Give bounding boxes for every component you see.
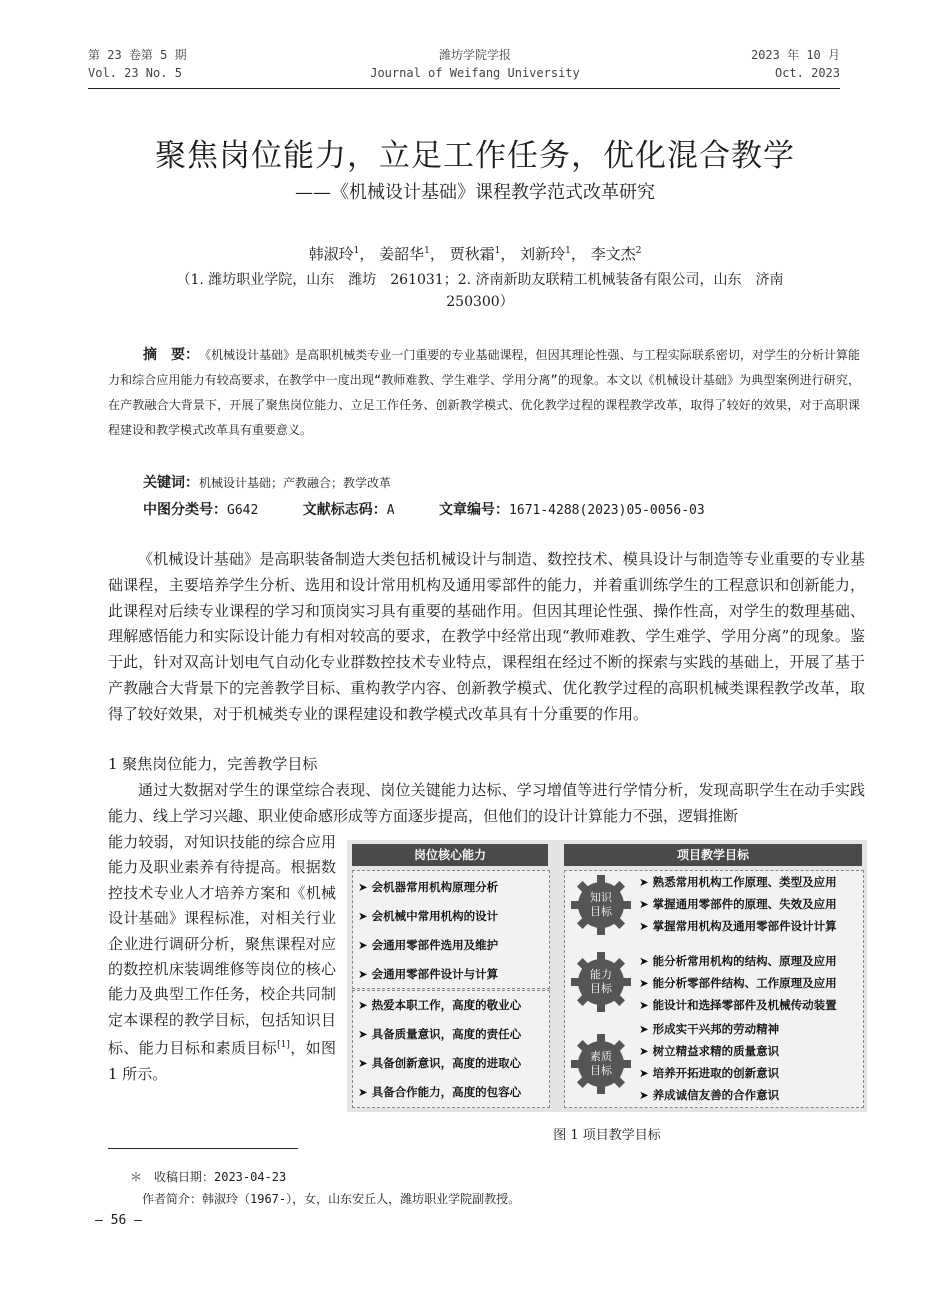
goal-item: ➤ 形成实干兴邦的劳动精神: [639, 1022, 780, 1036]
page-number: — 56 —: [95, 1213, 142, 1228]
header-rule: [88, 88, 840, 89]
issue-date-en: Oct. 2023: [774, 66, 840, 80]
footnotes: [130, 1166, 520, 1210]
doc-code-value: A: [386, 503, 395, 518]
paper-title: 聚焦岗位能力，立足工作任务，优化混合教学: [155, 138, 795, 174]
quality-item: ➤ 具备合作能力，高度的包容心: [358, 1085, 522, 1099]
paper-subtitle: ——《机械设计基础》课程教学范式改革研究: [295, 182, 655, 203]
quality-item: ➤ 具备质量意识，高度的责任心: [358, 1027, 522, 1041]
gear-label: 知识 目标: [590, 891, 612, 918]
keywords: [143, 472, 863, 492]
footnote-received: ＊ 收稿日期：2023-04-23: [130, 1170, 287, 1184]
arrow-icon: ➤: [639, 954, 649, 968]
author-list: 韩淑玲$^1$， 姜韶华$^1$， 贾秋霜$^1$， 刘新玲$^1$， 李文杰$^2$: [308, 245, 642, 263]
goal-item: ➤ 培养开拓进取的创新意识: [639, 1066, 780, 1080]
keywords-label: 关键词：: [143, 475, 199, 491]
quality-item: ➤ 热爱本职工作，高度的敬业心: [358, 998, 522, 1012]
goal-item: ➤ 能分析常用机构的结构、原理及应用: [639, 954, 837, 968]
doc-code-label: 文献标志码：: [302, 502, 387, 518]
arrow-icon: ➤: [639, 919, 649, 933]
clc-label: 中图分类号：: [143, 502, 227, 518]
author-name: 韩淑玲: [308, 245, 354, 263]
issue-date: 2023 年 10 月: [750, 48, 840, 62]
goal-item: ➤ 养成诚信友善的合作意识: [639, 1088, 780, 1102]
core-abilities-header: 岗位核心能力: [352, 844, 548, 866]
paragraph-tail: ，如图 1 所示。: [108, 1039, 336, 1083]
quality-item: ➤ 具备创新意识，高度的进取心: [358, 1056, 522, 1070]
abstract-label: 摘 要：: [143, 347, 200, 363]
core-ability-item: ➤ 会通用零部件设计与计算: [358, 967, 499, 981]
citation: [1]: [277, 1040, 290, 1051]
section-paragraph: 通过大数据对学生的课堂综合表现、岗位关键能力达标、学习增值等进行学情分析，发现高职学生在动手实践能力、线上学习兴趣、职业使命感形成等方面逐步提高，但他们的设计计算能力不强，逻辑推断: [108, 781, 865, 825]
intro-section: [108, 547, 865, 728]
journal-issue: 第 23 卷第 5 期: [88, 48, 187, 62]
arrow-icon: ➤: [639, 897, 649, 911]
author-affil-mark: 2: [635, 246, 642, 256]
core-ability-item: ➤ 会机械中常用机构的设计: [358, 909, 499, 923]
footnote-author-bio: 作者简介：韩淑玲（1967-），女，山东安丘人，潍坊职业学院副教授。: [130, 1192, 521, 1206]
gear-label: 素质 目标: [590, 1050, 612, 1077]
affiliation-line: 250300）: [446, 294, 514, 310]
article-no-value: 1671-4288(2023)05-0056-03: [509, 503, 705, 518]
arrow-icon: ➤: [639, 976, 649, 990]
arrow-icon: ➤: [358, 909, 368, 923]
arrow-icon: ➤: [358, 998, 368, 1012]
goal-item: ➤ 掌握常用机构及通用零部件设计计算: [639, 919, 837, 933]
journal-name: 潍坊学院学报: [438, 48, 511, 62]
paragraph-text: 能力较弱，对知识技能的综合应用能力及职业素养有待提高。根据数控技术专业人才培养方案和《机械设计基础》课程标准，对相关行业企业进行调研分析，聚焦课程对应的数控机床装调维修等岗位的核心能力及典型工作任务，校企共同制定本课程的教学目标，包括知识目标、能力目标和素质目标: [108, 833, 336, 1058]
author-name: 刘新玲: [520, 245, 566, 263]
arrow-icon: ➤: [358, 967, 368, 981]
arrow-icon: ➤: [358, 1056, 368, 1070]
arrow-icon: ➤: [358, 880, 368, 894]
abstract: [108, 343, 860, 443]
author-affil-mark: 1: [424, 246, 430, 256]
gear-label: 能力 目标: [590, 968, 612, 995]
affiliations: [130, 269, 830, 313]
arrow-icon: ➤: [358, 938, 368, 952]
section-paragraph-wrapped: [108, 830, 336, 1087]
core-ability-item: ➤ 会通用零部件选用及维护: [358, 938, 499, 952]
arrow-icon: ➤: [639, 1044, 649, 1058]
arrow-icon: ➤: [639, 1066, 649, 1080]
classification-row: [143, 499, 863, 519]
project-goals-header: 项目教学目标: [564, 844, 862, 866]
article-no-label: 文章编号：: [439, 502, 510, 518]
author-affil-mark: 1: [565, 246, 571, 256]
affiliation-line: （1. 潍坊职业学院，山东 潍坊 261031；2. 济南新助友联精工机械装备有限公司，山东 济南: [176, 272, 784, 288]
journal-name-en: Journal of Weifang University: [370, 66, 580, 80]
goal-item: ➤ 熟悉常用机构工作原理、类型及应用: [639, 875, 837, 889]
figure-teaching-goals: [347, 840, 867, 1112]
goal-item: ➤ 树立精益求精的质量意识: [639, 1044, 780, 1058]
goal-item: ➤ 能分析零部件结构、工作原理及应用: [639, 976, 837, 990]
author-name: 贾秋霜: [449, 245, 495, 263]
journal-issue-en: Vol. 23 No. 5: [88, 66, 182, 80]
intro-paragraph: 《机械设计基础》是高职装备制造大类包括机械设计与制造、数控技术、模具设计与制造等专业重要的专业基础课程，主要培养学生分析、选用和设计常用机构及通用零部件的能力，并着重训练学生的工程意识和创新能力，此课程对后续专业课程的学习和顶岗实习具有重要的基础作用。但因其理论性强、操作性高，对学生的数理基础、理解感悟能力和实际设计能力有相对较高的要求，在教学中经常出现“教师难教、学生难学、学用分离”的现象。鉴于此，针对双高计划电气自动化专业群数控技术专业特点，课程组在经过不断的探索与实践的基础上，开展了基于产教融合大背景下的完善教学目标、重构教学内容、创新教学模式、优化教学过程的高职机械类课程教学改革，取得了较好效果，对于机械类专业的课程建设和教学模式改革具有十分重要的作用。: [108, 550, 865, 723]
author-name: 李文杰: [590, 245, 636, 263]
core-ability-item: ➤ 会机器常用机构原理分析: [358, 880, 499, 894]
arrow-icon: ➤: [639, 875, 649, 889]
figure-caption: 图 1 项目教学目标: [553, 1128, 661, 1143]
keywords-text: 机械设计基础；产教融合；教学改革: [199, 476, 392, 490]
clc-value: G642: [227, 503, 259, 518]
arrow-icon: ➤: [639, 1022, 649, 1036]
author-affil-mark: 1: [494, 246, 501, 256]
section-heading: 1 聚焦岗位能力，完善教学目标: [108, 755, 318, 773]
author-name: 姜韶华: [379, 245, 425, 263]
goal-item: ➤ 掌握通用零部件的原理、失效及应用: [639, 897, 837, 911]
arrow-icon: ➤: [358, 1027, 368, 1041]
abstract-text: 《机械设计基础》是高职机械类专业一门重要的专业基础课程，但因其理论性强、与工程实际联系密切，对学生的分析计算能力和综合应用能力有较高要求，在教学中一度出现“教师难教、学生难学、学用分离”的现象。本文以《机械设计基础》为典型案例进行研究，在产教融合大背景下，开展了聚焦岗位能力、立足工作任务、创新教学模式、优化教学过程的课程教学改革，取得了较好的效果，对于高职课程建设和教学模式改革具有重要意义。: [108, 348, 860, 437]
arrow-icon: ➤: [639, 998, 649, 1012]
arrow-icon: ➤: [358, 1085, 368, 1099]
author-affil-mark: 1: [353, 246, 360, 256]
arrow-icon: ➤: [639, 1088, 649, 1102]
goal-item: ➤ 能设计和选择零部件及机械传动装置: [639, 998, 837, 1012]
footnote-rule: [108, 1148, 298, 1149]
